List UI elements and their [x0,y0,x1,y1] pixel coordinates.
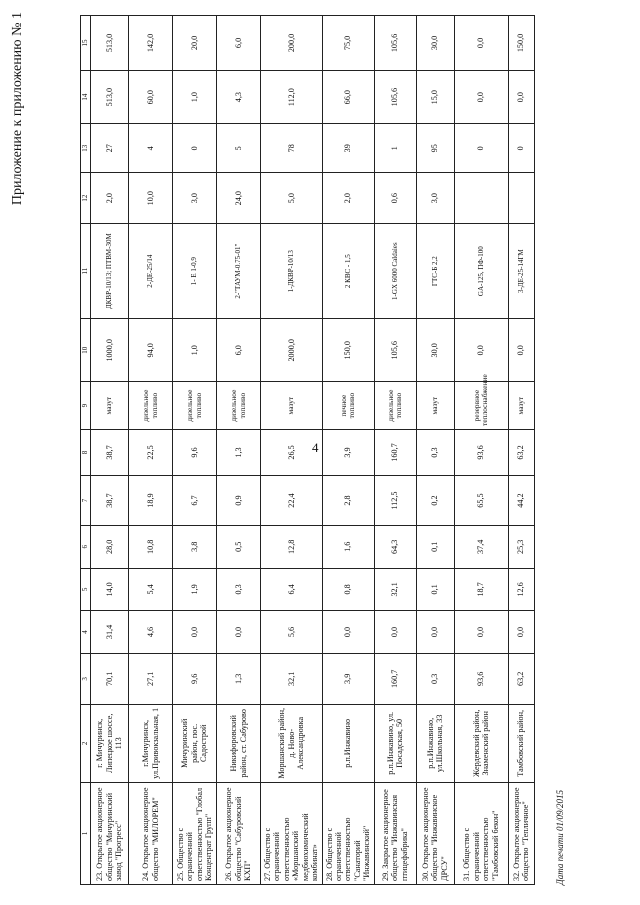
cell-col-6: 0,5 [217,525,261,568]
cell-col-12: 2,0 [91,173,129,224]
cell-col-9: мазут [508,382,534,429]
cell-col-11: ДКВР-10/13; ПТВМ-30М [91,224,129,319]
cell-col-13: 5 [217,124,261,173]
column-number: 4 [81,611,91,654]
cell-col-1: 31. Общество с ограниченной ответственностью "Тамбовский бекон" [454,782,508,884]
cell-col-15: 6,0 [217,16,261,71]
print-date: Дата печати 01/09/2015 [555,789,565,885]
column-number: 13 [81,124,91,173]
cell-col-4: 0,0 [217,611,261,654]
cell-col-11: GA-125, ПФ-100 [454,224,508,319]
cell-col-13: 1 [374,124,416,173]
cell-col-14: 513,0 [91,70,129,124]
cell-col-2: р.п.Инжавино, ул. Посадская, 50 [374,704,416,782]
cell-col-4: 31,4 [91,611,129,654]
cell-col-15: 20,0 [173,16,217,71]
cell-col-11: 3-ДЕ-25-14ГМ [508,224,534,319]
page-number: 4 [312,440,319,455]
cell-col-12: 10,0 [129,173,173,224]
cell-col-10: 2000,0 [261,319,323,382]
cell-col-9: дизельное топливо [129,382,173,429]
cell-col-11: 2 КВС - 1,5 [322,224,374,319]
table-row [416,16,454,885]
cell-col-9: мазут [261,382,323,429]
cell-col-12: 3,0 [416,173,454,224]
cell-col-14: 112,0 [261,70,323,124]
table-row [322,16,374,885]
cell-col-15: 150,0 [508,16,534,71]
column-number: 6 [81,525,91,568]
header-note: Приложение к приложению № 1 [10,12,25,206]
cell-col-2: Никифоровский район, ст. Сабурово [217,704,261,782]
cell-col-15: 0,0 [454,16,508,71]
cell-col-7: 0,9 [217,476,261,526]
cell-col-6: 10,8 [129,525,173,568]
cell-col-14: 4,3 [217,70,261,124]
cell-col-14: 1,0 [173,70,217,124]
cell-col-5: 18,7 [454,568,508,611]
cell-col-7: 22,4 [261,476,323,526]
cell-col-4: 4,6 [129,611,173,654]
cell-col-8: 93,6 [454,429,508,475]
column-number: 15 [81,16,91,71]
cell-col-11: ГТС-Б 2,2 [416,224,454,319]
cell-col-12: 2,0 [322,173,374,224]
table-row [508,16,534,885]
column-number: 9 [81,382,91,429]
column-number: 5 [81,568,91,611]
cell-col-6: 25,3 [508,525,534,568]
cell-col-12: 5,0 [261,173,323,224]
cell-col-9: дизельное топливо [374,382,416,429]
cell-col-13: 0 [173,124,217,173]
cell-col-8: 22,5 [129,429,173,475]
cell-col-2: р.п.Инжавино [322,704,374,782]
cell-col-9: дизельное топливо [173,382,217,429]
cell-col-14: 66,0 [322,70,374,124]
cell-col-5: 1,9 [173,568,217,611]
cell-col-5: 12,6 [508,568,534,611]
cell-col-1: 28. Общество с ограниченной ответственностью "Санаторий "Инжавинский" [322,782,374,884]
cell-col-10: 30,0 [416,319,454,382]
cell-col-6: 1,6 [322,525,374,568]
cell-col-3: 27,1 [129,653,173,704]
cell-col-7: 6,7 [173,476,217,526]
cell-col-5: 6,4 [261,568,323,611]
cell-col-2: г.Мичуринск, ул.Привокзальная, 1 [129,704,173,782]
cell-col-10: 94,0 [129,319,173,382]
cell-col-8: 9,6 [173,429,217,475]
cell-col-14: 0,0 [508,70,534,124]
cell-col-8: 26,5 [261,429,323,475]
cell-col-14: 15,0 [416,70,454,124]
cell-col-11: 1- Е 1-0,9 [173,224,217,319]
table-row [173,16,217,885]
cell-col-2: г. Мичуринск, Липецкое шоссе, 113 [91,704,129,782]
cell-col-14: 105,6 [374,70,416,124]
cell-col-11: 2-"ТАУМ-0.75-01" [217,224,261,319]
cell-col-6: 3,8 [173,525,217,568]
cell-col-4: 0,0 [508,611,534,654]
cell-col-8: 160,7 [374,429,416,475]
cell-col-12 [454,173,508,224]
cell-col-2: Жердевский район, Знаменский район [454,704,508,782]
cell-col-5: 5,4 [129,568,173,611]
cell-col-8: 1,3 [217,429,261,475]
cell-col-4: 5,6 [261,611,323,654]
cell-col-10: 0,0 [508,319,534,382]
column-number: 10 [81,319,91,382]
table-row [217,16,261,885]
cell-col-1: 32. Открытое акционерное общество "Тепличное" [508,782,534,884]
cell-col-3: 32,1 [261,653,323,704]
column-number: 7 [81,476,91,526]
table-row [374,16,416,885]
cell-col-3: 9,6 [173,653,217,704]
cell-col-3: 93,6 [454,653,508,704]
table-row [129,16,173,885]
cell-col-1: 23. Открытое акционерное общество "Мичуринский завод "Прогресс" [91,782,129,884]
cell-col-4: 0,0 [454,611,508,654]
cell-col-6: 37,4 [454,525,508,568]
cell-col-8: 0,3 [416,429,454,475]
cell-col-4: 0,0 [173,611,217,654]
cell-col-10: 105,6 [374,319,416,382]
cell-col-7: 38,7 [91,476,129,526]
cell-col-9: дизельное топливо [217,382,261,429]
cell-col-3: 3,9 [322,653,374,704]
cell-col-15: 513,0 [91,16,129,71]
cell-col-12: 24,0 [217,173,261,224]
cell-col-13: 0 [454,124,508,173]
column-number: 3 [81,653,91,704]
table-row [91,16,129,885]
cell-col-11: 1-ДКВР-10/13 [261,224,323,319]
cell-col-2: р.п.Инжавино, ул.Школьная, 33 [416,704,454,782]
cell-col-7: 65,5 [454,476,508,526]
cell-col-3: 160,7 [374,653,416,704]
cell-col-4: 0,0 [374,611,416,654]
table-row [454,16,508,885]
cell-col-12: 3,0 [173,173,217,224]
cell-col-3: 70,1 [91,653,129,704]
cell-col-15: 142,0 [129,16,173,71]
cell-col-13: 0 [508,124,534,173]
cell-col-9: резервное теплоснабжение [454,382,508,429]
cell-col-1: 25. Общество с ограниченной ответственностью "Глобал Концентрат Групп" [173,782,217,884]
cell-col-11: 2-ДЕ-25/14 [129,224,173,319]
cell-col-5: 0,8 [322,568,374,611]
cell-col-7: 112,5 [374,476,416,526]
cell-col-10: 150,0 [322,319,374,382]
cell-col-11: 1-GX 6000 Caldaies [374,224,416,319]
column-number-row [81,16,91,885]
cell-col-8: 38,7 [91,429,129,475]
cell-col-10: 6,0 [217,319,261,382]
cell-col-1: 24. Открытое акционерное общество "МИЛОРЕМ" [129,782,173,884]
cell-col-3: 63,2 [508,653,534,704]
cell-col-10: 0,0 [454,319,508,382]
cell-col-7: 0,2 [416,476,454,526]
cell-col-2: Моршанский район, д. Ново-Александровка [261,704,323,782]
column-number: 1 [81,782,91,884]
cell-col-9: печное топливо [322,382,374,429]
cell-col-13: 4 [129,124,173,173]
cell-col-1: 29. Закрытое акционерное общество "Инжавинская птицефабрика" [374,782,416,884]
cell-col-13: 27 [91,124,129,173]
data-table [80,15,535,885]
cell-col-5: 32,1 [374,568,416,611]
cell-col-1: 27. Общество с ограниченной ответственностью «Моршанский медбиохимический комбинат» [261,782,323,884]
cell-col-15: 75,0 [322,16,374,71]
cell-col-8: 3,9 [322,429,374,475]
cell-col-12: 0,6 [374,173,416,224]
cell-col-15: 30,0 [416,16,454,71]
column-number: 12 [81,173,91,224]
cell-col-5: 14,0 [91,568,129,611]
cell-col-7: 2,8 [322,476,374,526]
cell-col-12 [508,173,534,224]
cell-col-3: 0,3 [416,653,454,704]
cell-col-14: 0,0 [454,70,508,124]
cell-col-13: 78 [261,124,323,173]
column-number: 8 [81,429,91,475]
cell-col-6: 12,8 [261,525,323,568]
cell-col-1: 30. Открытое акционерное общество "Инжавинское ДРСУ" [416,782,454,884]
cell-col-14: 60,0 [129,70,173,124]
cell-col-10: 1000,0 [91,319,129,382]
cell-col-13: 95 [416,124,454,173]
cell-col-7: 18,9 [129,476,173,526]
column-number: 2 [81,704,91,782]
cell-col-8: 63,2 [508,429,534,475]
cell-col-3: 1,3 [217,653,261,704]
cell-col-6: 64,3 [374,525,416,568]
cell-col-2: Мичуринский район, пос. Садострой [173,704,217,782]
cell-col-13: 39 [322,124,374,173]
column-number: 11 [81,224,91,319]
cell-col-6: 0,1 [416,525,454,568]
cell-col-10: 1,0 [173,319,217,382]
cell-col-2: Тамбовский район, [508,704,534,782]
cell-col-15: 200,0 [261,16,323,71]
column-number: 14 [81,70,91,124]
cell-col-5: 0,1 [416,568,454,611]
cell-col-9: мазут [416,382,454,429]
cell-col-15: 105,6 [374,16,416,71]
cell-col-6: 28,0 [91,525,129,568]
cell-col-7: 44,2 [508,476,534,526]
cell-col-4: 0,0 [416,611,454,654]
cell-col-1: 26. Открытое акционерное общество "Сабуровский КХП" [217,782,261,884]
cell-col-5: 0,3 [217,568,261,611]
cell-col-9: мазут [91,382,129,429]
cell-col-4: 0,0 [322,611,374,654]
